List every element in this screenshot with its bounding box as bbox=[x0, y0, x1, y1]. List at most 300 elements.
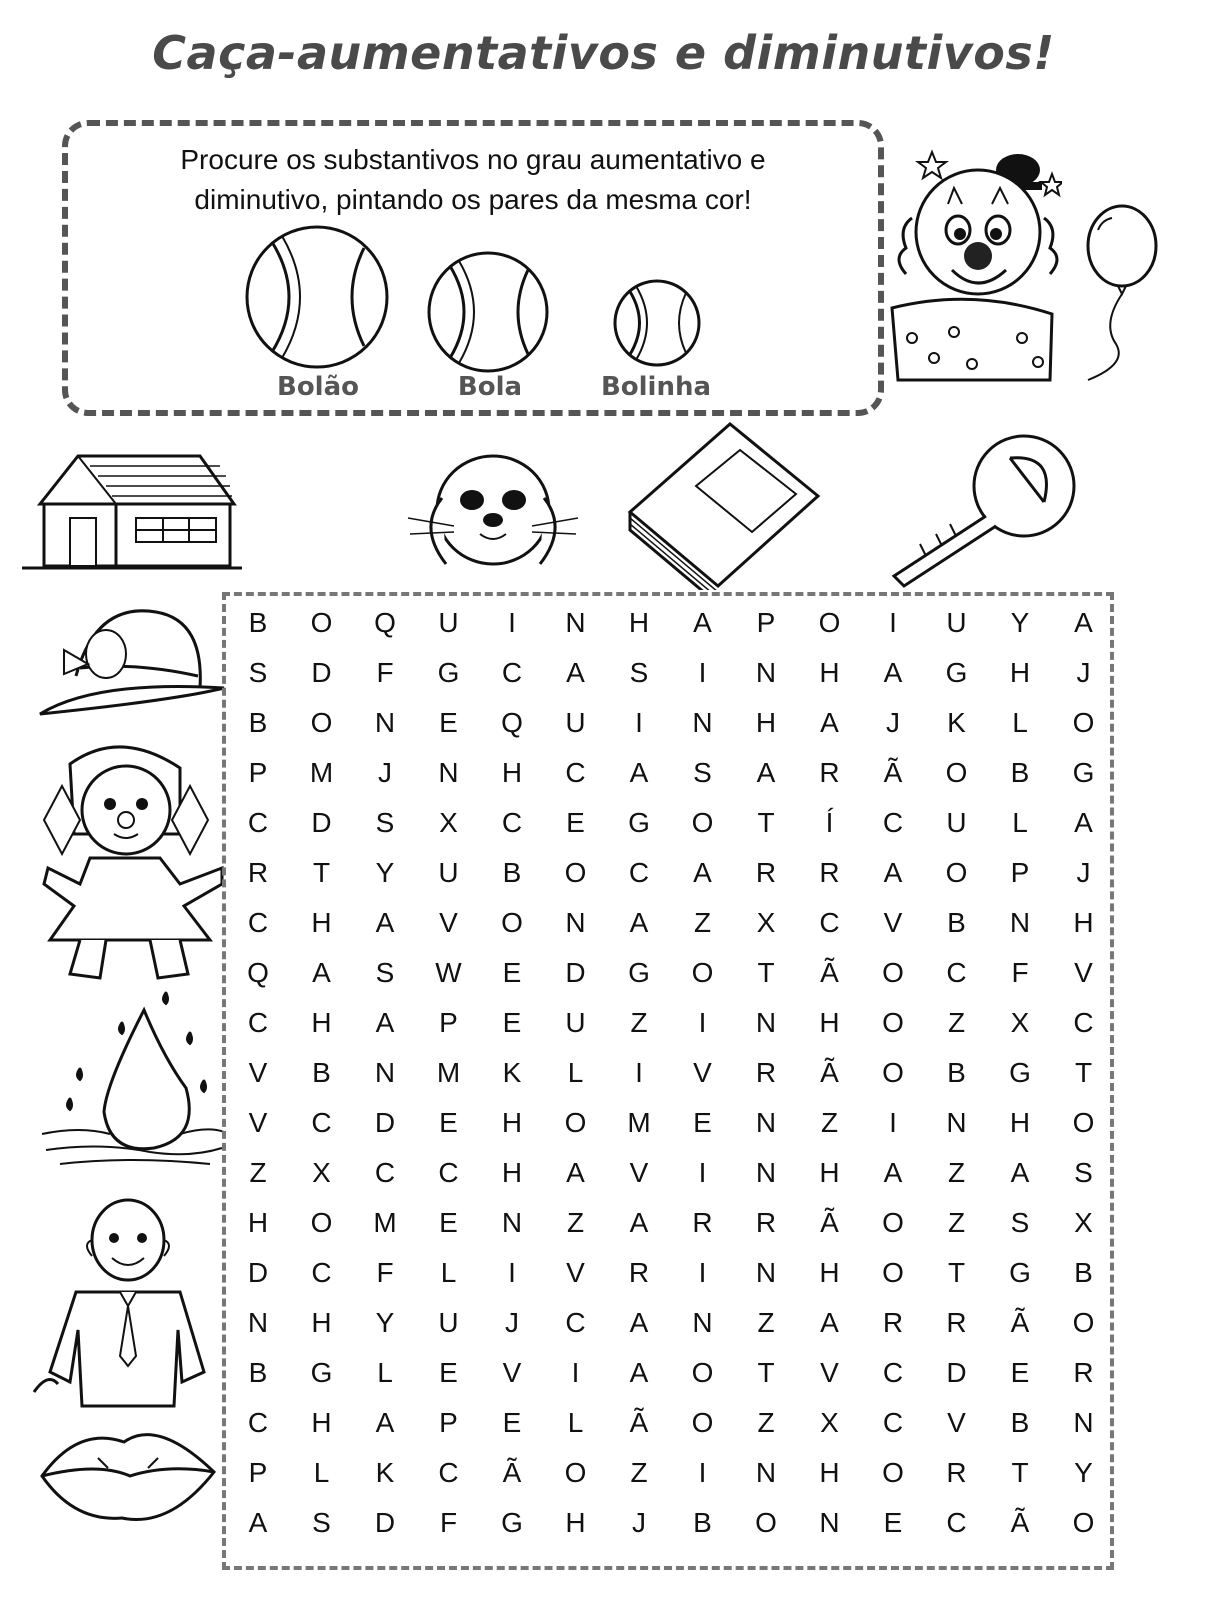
grid-cell[interactable]: Z bbox=[693, 907, 712, 938]
grid-cell[interactable]: O bbox=[310, 707, 333, 738]
grid-cell[interactable]: H bbox=[565, 1507, 586, 1538]
grid-row bbox=[226, 1048, 1110, 1098]
grid-cell[interactable]: P bbox=[1010, 857, 1030, 888]
dog-icon bbox=[404, 448, 582, 574]
grid-cell[interactable]: D bbox=[247, 1257, 269, 1288]
grid-cell[interactable]: L bbox=[567, 1057, 584, 1088]
grid-cell[interactable]: T bbox=[757, 807, 775, 838]
grid-cell[interactable]: O bbox=[1072, 707, 1095, 738]
grid-cell[interactable]: N bbox=[247, 1307, 269, 1338]
grid-cell[interactable]: H bbox=[247, 1207, 269, 1238]
grid-cell[interactable]: N bbox=[946, 1107, 967, 1138]
grid-cell[interactable]: O bbox=[945, 857, 968, 888]
grid-cell[interactable]: L bbox=[1012, 707, 1028, 738]
key-icon bbox=[886, 430, 1082, 590]
grid-cell[interactable]: C bbox=[311, 1107, 332, 1138]
grid-cell[interactable]: G bbox=[1009, 1057, 1031, 1088]
grid-cell[interactable]: A bbox=[1074, 607, 1093, 638]
grid-row bbox=[226, 1348, 1110, 1398]
grid-cell[interactable]: N bbox=[755, 1457, 777, 1488]
grid-cell[interactable]: O bbox=[945, 757, 968, 788]
grid-cell[interactable]: P bbox=[248, 757, 268, 788]
grid-cell[interactable]: N bbox=[755, 1257, 777, 1288]
grid-cell[interactable]: G bbox=[310, 1357, 333, 1388]
grid-cell[interactable]: N bbox=[755, 657, 777, 688]
grid-cell[interactable]: A bbox=[1010, 1157, 1030, 1188]
grid-cell[interactable]: B bbox=[947, 907, 966, 938]
grid-cell[interactable]: G bbox=[628, 807, 650, 838]
grid-cell[interactable]: V bbox=[248, 1107, 268, 1138]
grid-cell[interactable]: L bbox=[313, 1457, 330, 1488]
grid-cell[interactable]: O bbox=[564, 1107, 587, 1138]
grid-cell[interactable]: X bbox=[312, 1157, 331, 1188]
grid-cell[interactable]: C bbox=[247, 1407, 269, 1438]
grid-cell[interactable]: Z bbox=[820, 1107, 839, 1138]
grid-cell[interactable]: K bbox=[947, 707, 966, 738]
grid-cell[interactable]: R bbox=[882, 1307, 904, 1338]
grid-cell[interactable]: L bbox=[377, 1357, 393, 1388]
grid-cell[interactable]: F bbox=[1011, 957, 1029, 988]
grid-cell[interactable]: A bbox=[883, 657, 903, 688]
grid-cell[interactable]: J bbox=[1076, 857, 1091, 888]
ball-label-bola: Bola bbox=[457, 372, 523, 402]
grid-cell[interactable]: Í bbox=[825, 807, 834, 838]
grid-cell[interactable]: B bbox=[1010, 1407, 1030, 1438]
grid-cell[interactable]: D bbox=[311, 807, 332, 838]
grid-cell[interactable]: B bbox=[1010, 757, 1030, 788]
big-ball-icon bbox=[244, 224, 390, 370]
grid-cell[interactable]: Z bbox=[630, 1457, 648, 1488]
grid-cell[interactable]: Ã bbox=[1010, 1507, 1030, 1538]
grid-cell[interactable]: H bbox=[501, 1107, 523, 1138]
grid-cell[interactable]: A bbox=[883, 857, 903, 888]
grid-cell[interactable]: S bbox=[1074, 1157, 1093, 1188]
grid-cell[interactable]: I bbox=[698, 1157, 707, 1188]
grid-cell[interactable]: Ã bbox=[820, 1057, 839, 1088]
grid-cell[interactable]: U bbox=[438, 857, 459, 888]
grid-cell[interactable]: D bbox=[946, 1357, 967, 1388]
grid-cell[interactable]: C bbox=[1073, 1007, 1094, 1038]
lips-icon bbox=[38, 1418, 218, 1526]
grid-cell[interactable]: V bbox=[629, 1157, 649, 1188]
instructions-line-1: Procure os substantivos no grau aumentativo e bbox=[180, 144, 766, 175]
grid-cell[interactable]: N bbox=[1009, 907, 1031, 938]
grid-row bbox=[226, 1148, 1110, 1198]
grid-cell[interactable]: N bbox=[755, 1107, 777, 1138]
grid-cell[interactable]: D bbox=[374, 1107, 396, 1138]
book-icon bbox=[626, 420, 822, 590]
grid-cell[interactable]: Y bbox=[375, 1307, 395, 1338]
grid-cell[interactable]: N bbox=[1073, 1407, 1094, 1438]
grid-cell[interactable]: T bbox=[1074, 1057, 1093, 1088]
grid-cell[interactable]: X bbox=[439, 807, 458, 838]
grid-cell[interactable]: D bbox=[311, 657, 332, 688]
grid-cell[interactable]: B bbox=[693, 1507, 712, 1538]
grid-cell[interactable]: A bbox=[820, 707, 839, 738]
grid-cell[interactable]: H bbox=[1009, 1107, 1031, 1138]
grid-cell[interactable]: G bbox=[437, 657, 460, 688]
grid-cell[interactable]: A bbox=[375, 907, 395, 938]
grid-cell[interactable]: D bbox=[374, 1507, 396, 1538]
grid-row bbox=[226, 648, 1110, 698]
grid-cell[interactable]: S bbox=[248, 657, 268, 688]
grid-cell[interactable]: E bbox=[439, 1357, 458, 1388]
grid-cell[interactable]: Z bbox=[757, 1407, 775, 1438]
grid-cell[interactable]: I bbox=[698, 657, 707, 688]
grid-cell[interactable]: I bbox=[698, 1457, 707, 1488]
grid-cell[interactable]: C bbox=[819, 907, 840, 938]
grid-cell[interactable]: Z bbox=[947, 1157, 966, 1188]
grid-cell[interactable]: I bbox=[635, 707, 643, 738]
grid-cell[interactable]: G bbox=[1072, 757, 1095, 788]
grid-cell[interactable]: A bbox=[820, 1307, 839, 1338]
grid-cell[interactable]: U bbox=[946, 607, 967, 638]
grid-cell[interactable]: L bbox=[1012, 807, 1028, 838]
grid-cell[interactable]: H bbox=[819, 1457, 840, 1488]
grid-cell[interactable]: U bbox=[565, 707, 586, 738]
grid-cell[interactable]: F bbox=[376, 657, 394, 688]
grid-cell[interactable]: E bbox=[439, 1107, 458, 1138]
grid-cell[interactable]: T bbox=[757, 1357, 775, 1388]
grid-cell[interactable]: R bbox=[692, 1207, 713, 1238]
grid-cell[interactable]: O bbox=[310, 607, 333, 638]
grid-cell[interactable]: J bbox=[378, 757, 392, 788]
grid-cell[interactable]: N bbox=[501, 1207, 523, 1238]
grid-cell[interactable]: Ã bbox=[502, 1457, 522, 1488]
grid-cell[interactable]: A bbox=[629, 907, 649, 938]
grid-cell[interactable]: F bbox=[439, 1507, 458, 1538]
grid-cell[interactable]: O bbox=[691, 1357, 714, 1388]
grid-cell[interactable]: X bbox=[1074, 1207, 1093, 1238]
grid-cell[interactable]: H bbox=[311, 1307, 332, 1338]
grid-cell[interactable]: R bbox=[755, 1207, 777, 1238]
grid-cell[interactable]: I bbox=[889, 607, 897, 638]
grid-cell[interactable]: Z bbox=[947, 1207, 966, 1238]
grid-cell[interactable]: V bbox=[502, 1357, 522, 1388]
grid-cell[interactable]: J bbox=[1076, 657, 1091, 688]
grid-row bbox=[226, 898, 1110, 948]
grid-row bbox=[226, 698, 1110, 748]
grid-cell[interactable]: R bbox=[819, 857, 840, 888]
grid-cell[interactable]: O bbox=[882, 1257, 904, 1288]
grid-cell[interactable]: D bbox=[565, 957, 586, 988]
grid-cell[interactable]: N bbox=[692, 1307, 713, 1338]
grid-cell[interactable]: V bbox=[883, 907, 903, 938]
grid-cell[interactable]: C bbox=[374, 1157, 396, 1188]
grid-cell[interactable]: P bbox=[439, 1407, 458, 1438]
grid-cell[interactable]: H bbox=[501, 757, 523, 788]
grid-cell[interactable]: X bbox=[1010, 1007, 1030, 1038]
grid-cell[interactable]: T bbox=[1011, 1457, 1029, 1488]
grid-cell[interactable]: V bbox=[439, 907, 458, 938]
grid-cell[interactable]: A bbox=[629, 757, 649, 788]
grid-cell[interactable]: T bbox=[757, 957, 775, 988]
grid-cell[interactable]: I bbox=[508, 607, 516, 638]
grid-cell[interactable]: E bbox=[502, 957, 522, 988]
grid-cell[interactable]: O bbox=[691, 807, 714, 838]
grid-cell[interactable]: S bbox=[375, 807, 395, 838]
grid-cell[interactable]: R bbox=[247, 857, 269, 888]
grid-cell[interactable]: L bbox=[567, 1407, 584, 1438]
grid-cell[interactable]: C bbox=[946, 1507, 967, 1538]
grid-cell[interactable]: C bbox=[946, 957, 967, 988]
page-title: Caça-aumentativos e diminutivos! bbox=[152, 26, 1055, 80]
grid-cell[interactable]: A bbox=[248, 1507, 268, 1538]
grid-cell[interactable]: U bbox=[946, 807, 967, 838]
grid-cell[interactable]: O bbox=[1072, 1107, 1095, 1138]
grid-cell[interactable]: A bbox=[693, 857, 712, 888]
grid-cell[interactable]: M bbox=[373, 1207, 397, 1238]
grid-cell[interactable]: B bbox=[947, 1057, 966, 1088]
grid-cell[interactable]: I bbox=[508, 1257, 516, 1288]
grid-cell[interactable]: C bbox=[565, 757, 586, 788]
grid-cell[interactable]: W bbox=[435, 957, 462, 988]
grid-cell[interactable]: Z bbox=[630, 1007, 648, 1038]
grid-cell[interactable]: M bbox=[627, 1107, 651, 1138]
grid-cell[interactable]: O bbox=[1072, 1307, 1095, 1338]
grid-cell[interactable]: Z bbox=[249, 1157, 267, 1188]
grid-cell[interactable]: H bbox=[819, 1157, 840, 1188]
grid-cell[interactable]: V bbox=[693, 1057, 712, 1088]
grid-cell[interactable]: O bbox=[818, 607, 841, 638]
grid-cell[interactable]: V bbox=[1074, 957, 1093, 988]
grid-cell[interactable]: Q bbox=[501, 707, 523, 738]
grid-cell[interactable]: O bbox=[310, 1207, 333, 1238]
grid-cell[interactable]: U bbox=[438, 1307, 459, 1338]
grid-cell[interactable]: H bbox=[311, 1007, 332, 1038]
grid-cell[interactable]: X bbox=[820, 1407, 839, 1438]
grid-cell[interactable]: S bbox=[1010, 1207, 1030, 1238]
grid-row bbox=[226, 948, 1110, 998]
grid-cell[interactable]: C bbox=[565, 1307, 586, 1338]
grid-cell[interactable]: A bbox=[756, 757, 776, 788]
water-drop-icon bbox=[40, 988, 226, 1168]
grid-cell[interactable]: L bbox=[440, 1257, 457, 1288]
word-search-grid bbox=[222, 592, 1114, 1570]
grid-row bbox=[226, 748, 1110, 798]
grid-cell[interactable]: O bbox=[882, 1207, 904, 1238]
grid-cell[interactable]: R bbox=[755, 1057, 777, 1088]
grid-cell[interactable]: R bbox=[946, 1457, 967, 1488]
grid-cell[interactable]: O bbox=[755, 1507, 777, 1538]
grid-cell[interactable]: A bbox=[883, 1157, 903, 1188]
grid-cell[interactable]: O bbox=[501, 907, 523, 938]
grid-cell[interactable]: K bbox=[502, 1057, 522, 1088]
grid-cell[interactable]: Ã bbox=[883, 757, 903, 788]
grid-cell[interactable]: O bbox=[564, 1457, 587, 1488]
grid-cell[interactable]: A bbox=[693, 607, 712, 638]
grid-cell[interactable]: V bbox=[820, 1357, 839, 1388]
grid-cell[interactable]: H bbox=[819, 657, 840, 688]
grid-cell[interactable]: J bbox=[886, 707, 900, 738]
grid-cell[interactable]: O bbox=[691, 1407, 714, 1438]
grid-cell[interactable]: Ã bbox=[820, 1207, 839, 1238]
grid-cell[interactable]: S bbox=[312, 1507, 331, 1538]
grid-cell[interactable]: O bbox=[882, 957, 904, 988]
grid-cell[interactable]: Z bbox=[947, 1007, 966, 1038]
grid-cell[interactable]: Z bbox=[566, 1207, 585, 1238]
hat-icon bbox=[36, 596, 226, 720]
grid-cell[interactable]: O bbox=[691, 957, 714, 988]
grid-cell[interactable]: B bbox=[312, 1057, 331, 1088]
grid-cell[interactable]: N bbox=[755, 1157, 777, 1188]
grid-cell[interactable]: O bbox=[882, 1457, 904, 1488]
grid-cell[interactable]: I bbox=[571, 1357, 580, 1388]
grid-cell[interactable]: C bbox=[247, 907, 269, 938]
grid-cell[interactable]: Ã bbox=[820, 957, 839, 988]
grid-row bbox=[226, 798, 1110, 848]
grid-cell[interactable]: C bbox=[882, 1357, 904, 1388]
grid-cell[interactable]: H bbox=[311, 907, 332, 938]
grid-cell[interactable]: V bbox=[248, 1057, 268, 1088]
grid-cell[interactable]: A bbox=[566, 1157, 585, 1188]
grid-cell[interactable]: B bbox=[248, 1357, 268, 1388]
grid-cell[interactable]: Y bbox=[1074, 1457, 1093, 1488]
grid-cell[interactable]: N bbox=[755, 1007, 777, 1038]
grid-cell[interactable]: R bbox=[755, 857, 777, 888]
grid-cell[interactable]: T bbox=[312, 857, 331, 888]
ball-icon bbox=[426, 250, 550, 374]
grid-cell[interactable]: E bbox=[566, 807, 585, 838]
instructions-text bbox=[68, 140, 878, 220]
grid-cell[interactable]: R bbox=[1073, 1357, 1094, 1388]
grid-cell[interactable]: O bbox=[882, 1057, 904, 1088]
grid-cell[interactable]: A bbox=[566, 657, 585, 688]
grid-cell[interactable]: A bbox=[375, 1407, 395, 1438]
grid-cell[interactable]: P bbox=[248, 1457, 268, 1488]
grid-cell[interactable]: A bbox=[629, 1357, 649, 1388]
grid-cell[interactable]: I bbox=[889, 1107, 897, 1138]
grid-cell[interactable]: E bbox=[883, 1507, 903, 1538]
grid-cell[interactable]: U bbox=[565, 1007, 586, 1038]
grid-cell[interactable]: M bbox=[436, 1057, 461, 1088]
grid-cell[interactable]: G bbox=[945, 657, 968, 688]
grid-cell[interactable]: A bbox=[312, 957, 331, 988]
grid-cell[interactable]: Z bbox=[757, 1307, 775, 1338]
grid-row bbox=[226, 1448, 1110, 1498]
grid-cell[interactable]: P bbox=[439, 1007, 458, 1038]
grid-cell[interactable]: C bbox=[438, 1157, 459, 1188]
grid-cell[interactable]: B bbox=[248, 607, 268, 638]
grid-cell[interactable]: H bbox=[819, 1007, 840, 1038]
grid-cell[interactable]: R bbox=[819, 757, 840, 788]
clown-icon bbox=[882, 148, 1062, 384]
grid-cell[interactable]: C bbox=[501, 807, 523, 838]
grid-row bbox=[226, 1298, 1110, 1348]
grid-cell[interactable]: V bbox=[947, 1407, 966, 1438]
grid-cell[interactable]: U bbox=[438, 607, 459, 638]
grid-cell[interactable]: H bbox=[755, 707, 777, 738]
grid-row bbox=[226, 848, 1110, 898]
grid-cell[interactable]: P bbox=[756, 607, 776, 638]
grid-cell[interactable]: B bbox=[502, 857, 522, 888]
grid-cell[interactable]: V bbox=[566, 1257, 585, 1288]
grid-cell[interactable]: Ã bbox=[1010, 1307, 1030, 1338]
grid-cell[interactable]: X bbox=[756, 907, 776, 938]
grid-cell[interactable]: J bbox=[505, 1307, 519, 1338]
grid-cell[interactable]: E bbox=[439, 707, 458, 738]
grid-cell[interactable]: C bbox=[438, 1457, 459, 1488]
grid-cell[interactable]: H bbox=[311, 1407, 332, 1438]
grid-cell[interactable]: C bbox=[247, 807, 269, 838]
grid-cell[interactable]: Y bbox=[375, 857, 395, 888]
grid-cell[interactable]: Q bbox=[247, 957, 269, 988]
grid-cell[interactable]: A bbox=[375, 1007, 395, 1038]
grid-cell[interactable]: E bbox=[439, 1207, 458, 1238]
grid-cell[interactable]: A bbox=[629, 1207, 649, 1238]
grid-cell[interactable]: C bbox=[882, 807, 904, 838]
grid-cell[interactable]: Y bbox=[1010, 607, 1030, 638]
grid-cell[interactable]: A bbox=[1074, 807, 1093, 838]
grid-cell[interactable]: G bbox=[501, 1507, 523, 1538]
grid-cell[interactable]: C bbox=[882, 1407, 904, 1438]
grid-cell[interactable]: H bbox=[1073, 907, 1094, 938]
grid-cell[interactable]: N bbox=[374, 1057, 396, 1088]
grid-cell[interactable]: N bbox=[565, 607, 586, 638]
grid-cell[interactable]: K bbox=[375, 1457, 395, 1488]
balloon-icon bbox=[1068, 204, 1168, 384]
grid-cell[interactable]: H bbox=[1009, 657, 1031, 688]
grid-cell[interactable]: N bbox=[692, 707, 713, 738]
grid-cell[interactable]: S bbox=[375, 957, 395, 988]
grid-cell[interactable]: B bbox=[248, 707, 268, 738]
grid-cell[interactable]: A bbox=[629, 1307, 649, 1338]
grid-cell[interactable]: I bbox=[698, 1257, 707, 1288]
grid-row bbox=[226, 1098, 1110, 1148]
instructions-line-2: diminutivo, pintando os pares da mesma cor! bbox=[194, 184, 752, 215]
grid-cell[interactable]: O bbox=[882, 1007, 904, 1038]
grid-cell[interactable]: M bbox=[309, 757, 334, 788]
doll-icon bbox=[40, 734, 226, 984]
grid-cell[interactable]: Q bbox=[374, 607, 396, 638]
grid-cell[interactable]: H bbox=[628, 607, 650, 638]
grid-cell[interactable]: C bbox=[247, 1007, 269, 1038]
grid-cell[interactable]: E bbox=[693, 1107, 712, 1138]
grid-cell[interactable]: C bbox=[501, 657, 523, 688]
grid-cell[interactable]: J bbox=[632, 1507, 646, 1538]
grid-cell[interactable]: H bbox=[819, 1257, 840, 1288]
grid-cell[interactable]: R bbox=[628, 1257, 650, 1288]
grid-cell[interactable]: E bbox=[502, 1407, 522, 1438]
grid-cell[interactable]: B bbox=[1074, 1257, 1093, 1288]
grid-cell[interactable]: O bbox=[564, 857, 587, 888]
grid-cell[interactable]: H bbox=[501, 1157, 523, 1188]
grid-cell[interactable]: T bbox=[947, 1257, 966, 1288]
grid-cell[interactable]: I bbox=[635, 1057, 643, 1088]
grid-cell[interactable]: N bbox=[374, 707, 396, 738]
grid-cell[interactable]: G bbox=[1009, 1257, 1031, 1288]
grid-cell[interactable]: N bbox=[565, 907, 586, 938]
grid-row bbox=[226, 1398, 1110, 1448]
grid-cell[interactable]: Ã bbox=[629, 1407, 649, 1438]
man-icon bbox=[28, 1196, 224, 1410]
grid-cell[interactable]: E bbox=[1010, 1357, 1030, 1388]
grid-cell[interactable]: S bbox=[629, 657, 649, 688]
grid-row bbox=[226, 1248, 1110, 1298]
grid-cell[interactable]: N bbox=[438, 757, 459, 788]
grid-cell[interactable]: N bbox=[819, 1507, 840, 1538]
grid-cell[interactable]: R bbox=[946, 1307, 967, 1338]
grid-cell[interactable]: G bbox=[628, 957, 650, 988]
grid-cell[interactable]: C bbox=[628, 857, 650, 888]
grid-cell[interactable]: S bbox=[693, 757, 712, 788]
grid-row bbox=[226, 998, 1110, 1048]
grid-cell[interactable]: I bbox=[698, 1007, 707, 1038]
grid-cell[interactable]: F bbox=[376, 1257, 394, 1288]
grid-cell[interactable]: E bbox=[502, 1007, 522, 1038]
grid-cell[interactable]: C bbox=[311, 1257, 332, 1288]
grid-cell[interactable]: O bbox=[1072, 1507, 1095, 1538]
